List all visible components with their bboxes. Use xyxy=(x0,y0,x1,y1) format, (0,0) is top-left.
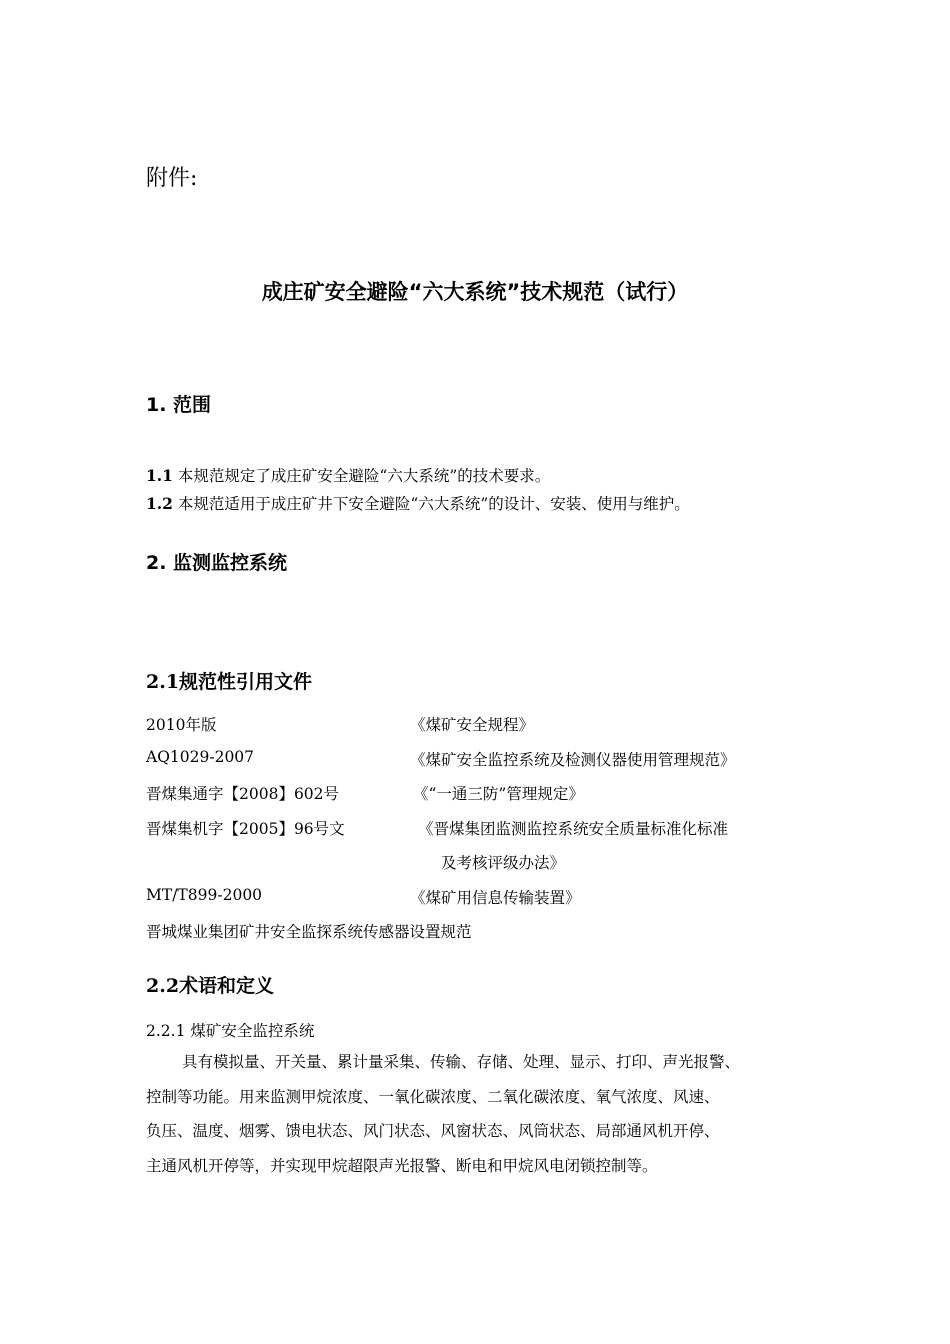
reference-doc: 《“一通三防”管理规定》 xyxy=(413,785,584,803)
paragraph-line: 控制等功能。用来监测甲烷浓度、一氧化碳浓度、二氧化碳浓度、氧气浓度、风速、 xyxy=(146,1087,720,1106)
clause-text: 本规范适用于成庄矿井下安全避险“六大系统”的设计、安装、使用与维护。 xyxy=(177,495,690,513)
clause-number: 1.2 xyxy=(146,494,173,513)
section-1-heading: 1. 范围 xyxy=(146,394,212,416)
paragraph-line: 具有模拟量、开关量、累计量采集、传输、存储、处理、显示、打印、声光报警、 xyxy=(182,1053,741,1071)
attachment-label: 附件: xyxy=(146,166,198,191)
clause-number: 1.1 xyxy=(146,466,173,485)
reference-doc: 《煤矿安全监控系统及检测仪器使用管理规范》 xyxy=(410,751,736,769)
term-definition-paragraph xyxy=(146,1045,818,1183)
paragraph-line: 负压、温度、烟雾、馈电状态、风门状态、风窗状态、风筒状态、局部通风机开停、 xyxy=(146,1122,720,1140)
clause-text: 本规范规定了成庄矿安全避险“六大系统”的技术要求。 xyxy=(177,467,551,485)
term-title: 2.2.1 煤矿安全监控系统 xyxy=(146,1022,315,1040)
reference-code: AQ1029-2007 xyxy=(146,748,255,766)
reference-doc: 《煤矿用信息传输装置》 xyxy=(410,889,581,907)
reference-code: 2010年版 xyxy=(146,716,217,734)
reference-doc: 《晋煤集团监测监控系统安全质量标准化标准 xyxy=(418,820,729,838)
reference-code: 晋煤集机字【2005】96号文 xyxy=(146,820,345,838)
document-title: 成庄矿安全避险“六大系统”技术规范（试行） xyxy=(261,280,689,304)
reference-code: MT/T899-2000 xyxy=(146,886,263,904)
subsection-2-2-heading: 2.2术语和定义 xyxy=(146,975,275,997)
clause-1-1 xyxy=(146,464,550,486)
section-2-heading: 2. 监测监控系统 xyxy=(146,552,288,574)
reference-extra: 晋城煤业集团矿井安全监探系统传感器设置规范 xyxy=(146,923,472,941)
reference-doc-continued: 及考核评级办法》 xyxy=(441,854,566,872)
reference-doc: 《煤矿安全规程》 xyxy=(410,716,535,734)
subsection-2-1-heading: 2.1规范性引用文件 xyxy=(146,671,313,693)
reference-code: 晋煤集通字【2008】602号 xyxy=(146,785,340,803)
paragraph-line: 主通风机开停等，并实现甲烷超限声光报警、断电和甲烷风电闭锁控制等。 xyxy=(146,1156,658,1175)
clause-1-2 xyxy=(146,492,690,514)
